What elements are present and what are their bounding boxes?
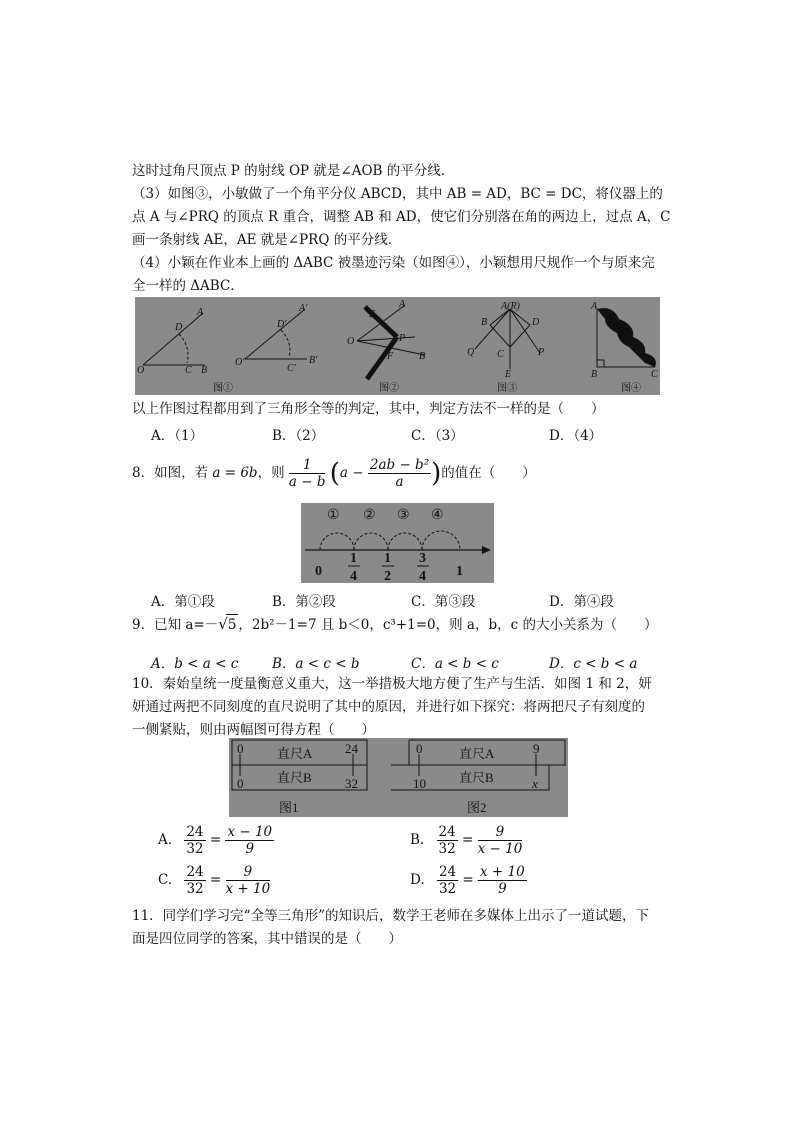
q8-tick-den-2: 2	[384, 569, 391, 583]
svg-text:A(R): A(R)	[501, 301, 520, 312]
q7-option-c[interactable]: C．（3）	[411, 428, 464, 444]
q10-c-left-num: 24	[186, 864, 204, 880]
q10-fig2-caption: 图2	[467, 800, 487, 815]
q9-text-b: ，2b²－1=7 且 b＜0，c³+1=0，则 a，b，c 的大小关系为（ ）	[238, 617, 658, 633]
q10-c-right-num: 9	[226, 864, 271, 881]
q10-fig1-ruler-b: 直尺B	[277, 770, 312, 785]
q9-option-a[interactable]: A．b < a < c	[151, 656, 239, 672]
q8-mid: ，则	[257, 465, 285, 481]
q8-option-c[interactable]: C．第③段	[411, 594, 476, 610]
svg-text:D: D	[175, 322, 183, 333]
svg-text:E: E	[369, 309, 376, 320]
q8-condition: a = 6b	[212, 465, 258, 481]
q10-option-d[interactable]: D. $\frac{24}{32}$ = $\frac{x + 10}{9}$	[410, 864, 525, 897]
q7-figure-strip	[135, 297, 660, 395]
q10-b-right-num: 9	[478, 824, 523, 841]
figure-2-caption: 图②	[379, 383, 399, 394]
q10-b-left-num: 24	[438, 824, 456, 840]
svg-text:A: A	[591, 301, 598, 312]
q7-option-b[interactable]: B．（2）	[272, 428, 325, 444]
q8-frac1-den: a − b	[288, 474, 326, 490]
q10-option-c[interactable]: C. $\frac{24}{32}$ = $\frac{9}{x + 10}$	[158, 864, 271, 897]
q10-fig1-b-end: 32	[345, 776, 358, 791]
q10-fig1-caption: 图1	[279, 800, 299, 815]
q10-a-right-num: x − 10	[227, 824, 273, 840]
svg-text:C′: C′	[287, 363, 296, 374]
q9-option-d[interactable]: D．c < b < a	[549, 656, 638, 672]
q10-fig2-ruler-b: 直尺B	[459, 770, 494, 785]
svg-text:B: B	[481, 317, 488, 328]
svg-text:O: O	[347, 336, 355, 347]
svg-text:B: B	[201, 365, 208, 376]
q10-c-left-den: 32	[186, 881, 204, 897]
q8-frac2-den: a	[395, 474, 404, 490]
q10-fig1-a-start: 0	[237, 741, 244, 756]
q10-option-b[interactable]: B. $\frac{24}{32}$ = $\frac{9}{x - 10}$	[410, 824, 523, 857]
q7-line-3: 点 A 与∠PRQ 的顶点 R 重合，调整 AB 和 AD，使它们分别落在角的两边上，过点 A，C	[132, 209, 671, 225]
q11-line-1: 11．同学们学习完“全等三角形”的知识后，数学王老师在多媒体上出示了一道试题，下	[132, 908, 649, 924]
svg-text:O′: O′	[235, 357, 245, 368]
q10-option-a-label: A.	[158, 832, 173, 848]
figure-4-caption: 图④	[621, 383, 641, 394]
q10-d-right-num: x + 10	[480, 864, 525, 880]
q8-tick-1: 1	[456, 564, 463, 579]
q8-stem: 8．如图，若 a = 6b，则 $\frac{1}{a - b}$ (a − $\frac{\text{2ab − b²}}{a}$ )的值在（ ）	[132, 457, 536, 490]
q8-option-a[interactable]: A．第①段	[151, 594, 215, 610]
svg-text:A: A	[197, 307, 204, 318]
q7-option-d[interactable]: D．（4）	[549, 428, 603, 444]
svg-text:C: C	[185, 365, 192, 376]
svg-text:P: P	[399, 333, 406, 344]
q7-question: 以上作图过程都用到了三角形全等的判定，其中，判定方法不一样的是（ ）	[132, 401, 605, 417]
q8-tick-num-3: 3	[419, 551, 426, 566]
q7-line-4: 画一条射线 AE，AE 就是∠PRQ 的平分线．	[132, 232, 402, 248]
q8-segment-2: ②	[363, 508, 376, 523]
q10-fig2-b-end: x	[532, 776, 538, 791]
q8-paren-a: a −	[339, 465, 364, 481]
q10-b-left-den: 32	[438, 841, 456, 857]
svg-text:B: B	[419, 351, 426, 362]
q10-d-right-den: 9	[498, 881, 507, 897]
q8-tick-0: 0	[315, 564, 322, 579]
q11-line-2: 面是四位同学的答案，其中错误的是（ ）	[132, 931, 402, 947]
svg-text:Q: Q	[467, 347, 475, 358]
q10-a-left-num: 24	[186, 824, 204, 840]
q10-option-d-label: D.	[410, 872, 425, 888]
q8-suffix: 的值在（ ）	[441, 465, 536, 481]
q8-tick-den-3: 4	[419, 569, 426, 583]
q8-frac2-num: 2ab − b²	[369, 457, 430, 473]
svg-text:A′: A′	[299, 303, 308, 314]
q10-a-left-den: 32	[186, 841, 204, 857]
q8-number-line-figure	[301, 503, 494, 583]
q10-fig2-b-start: 10	[413, 776, 426, 791]
q9-text-a: 9．已知 a=－	[132, 617, 219, 633]
svg-text:E: E	[505, 369, 512, 380]
svg-text:B′: B′	[309, 355, 318, 366]
q10-fig2-a-start: 0	[416, 741, 423, 756]
q10-c-right-den: x + 10	[225, 881, 271, 897]
svg-text:O: O	[137, 365, 145, 376]
q10-d-left-num: 24	[438, 864, 457, 880]
q10-fig1-ruler-a: 直尺A	[277, 746, 313, 761]
q10-option-a[interactable]: A. $\frac{24}{32}$ = $\frac{x - 10}{9}$	[158, 824, 273, 857]
svg-text:A: A	[399, 299, 406, 310]
q8-tick-num-2: 1	[384, 551, 391, 566]
q8-segment-1: ①	[327, 508, 340, 523]
figure-1-copy-angle	[245, 309, 307, 359]
q8-frac1-num: 1	[289, 457, 326, 474]
svg-text:C: C	[497, 349, 504, 360]
figure-3-caption: 图③	[497, 383, 517, 394]
figure-1-angle	[143, 313, 205, 365]
q10-ruler-figure	[229, 738, 568, 817]
q7-line-5: （4）小颖在作业本上画的 ΔABC 被墨迹污染（如图④），小颖想用尺规作一个与原来完	[132, 255, 655, 271]
q7-option-a[interactable]: A．（1）	[151, 428, 204, 444]
q10-fig1-a-end: 24	[345, 741, 358, 756]
q8-tick-den-1: 4	[350, 569, 357, 583]
svg-text:P: P	[538, 347, 545, 358]
figure-1-caption: 图①	[213, 383, 233, 394]
svg-text:D: D	[532, 317, 540, 328]
q8-option-b[interactable]: B．第②段	[272, 594, 336, 610]
q9-option-c[interactable]: C．a < b < c	[411, 656, 499, 672]
q10-d-left-den: 32	[438, 881, 457, 897]
q8-prefix: 8．如图，若	[132, 465, 213, 481]
q10-line-2: 妍通过两把不同刻度的直尺说明了其中的原因，并进行如下探究：将两把尺子有刻度的	[132, 699, 645, 715]
svg-text:D′: D′	[277, 319, 287, 330]
q10-b-right-den: x − 10	[477, 841, 523, 857]
q7-line-6: 全一样的 ΔABC．	[132, 278, 244, 294]
q8-segment-3: ③	[397, 508, 410, 523]
figure-2-square	[357, 305, 425, 379]
q10-option-c-label: C.	[158, 872, 173, 888]
q10-fig2-a-end: 9	[533, 741, 540, 756]
q10-fig2-ruler-a: 直尺A	[459, 746, 495, 761]
svg-text:F: F	[387, 351, 394, 362]
q7-line-2: （3）如图③，小敏做了一个角平分仪 ABCD，其中 AB = AD，BC = DC，将仪器上的	[132, 186, 663, 202]
q8-fraction-1	[289, 457, 326, 490]
svg-text:C: C	[651, 369, 658, 380]
q9-option-b[interactable]: B．a < c < b	[272, 656, 360, 672]
q8-fraction-2	[368, 457, 431, 490]
q10-line-3: 一侧紧贴，则由两幅图可得方程（ ）	[132, 722, 375, 738]
q10-fig1-b-start: 0	[237, 776, 244, 791]
q8-segment-4: ④	[431, 508, 444, 523]
svg-text:B: B	[591, 369, 598, 380]
q10-option-b-label: B.	[410, 832, 425, 848]
q10-line-1: 10．秦始皇统一度量衡意义重大，这一举措极大地方便了生产与生活．如图 1 和 2，妍	[132, 676, 652, 692]
q9-stem: 9．已知 a=－√5 ，2b²－1=7 且 b＜0，c³+1=0，则 a，b，c 的大小关系为（ ）	[132, 615, 658, 633]
q8-option-d[interactable]: D．第④段	[549, 594, 614, 610]
figure-4-ink-triangle	[597, 308, 656, 367]
q7-line-1: 这时过角尺顶点 P 的射线 OP 就是∠AOB 的平分线．	[132, 163, 455, 179]
q8-tick-num-1: 1	[350, 551, 357, 566]
q9-sqrt-value: 5	[226, 614, 239, 635]
q8-segment-arcs	[320, 531, 460, 550]
q10-a-right-den: 9	[245, 841, 255, 857]
